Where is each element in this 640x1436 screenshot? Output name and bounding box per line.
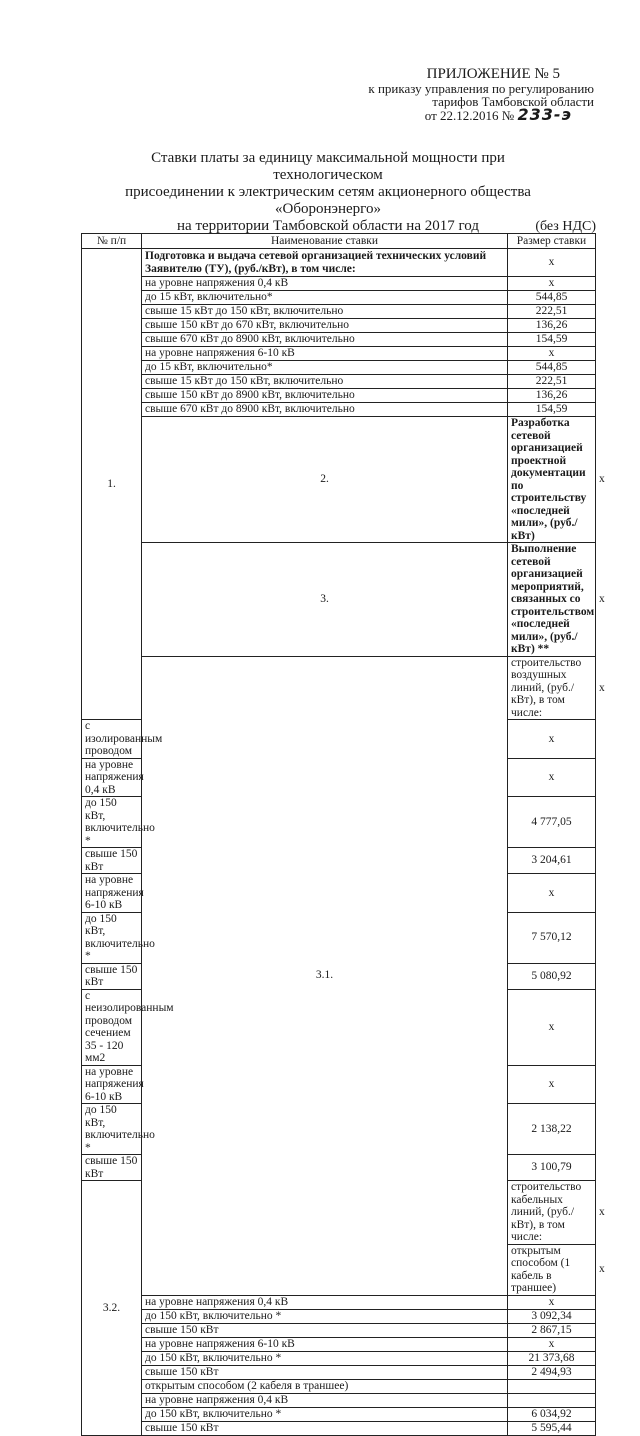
table-row: 3. Выполнение сетевой организацией мероприятий, связанных со строительством «последней мили», (руб./кВт) ** х bbox=[82, 543, 596, 657]
annex-order-line: к приказу управления по регулированию bbox=[368, 81, 594, 96]
rate-name: свыше 670 кВт до 8900 кВт, включительно bbox=[142, 403, 508, 417]
rate-value: 4 777,05 bbox=[508, 797, 596, 848]
rate-name: Выполнение сетевой организацией мероприятий, связанных со строительством «последней мили», (руб./кВт) ** bbox=[508, 543, 596, 657]
rate-value: 2 867,15 bbox=[508, 1323, 596, 1337]
rate-name: свыше 150 кВт до 8900 кВт, включительно bbox=[142, 389, 508, 403]
table-row bbox=[82, 305, 596, 319]
rate-name: до 15 кВт, включительно* bbox=[142, 291, 508, 305]
annex-number-handwritten: 233-э bbox=[517, 105, 572, 124]
header-value: Размер ставки bbox=[508, 234, 596, 249]
rate-name: открытым способом (2 кабеля в траншее) bbox=[142, 1379, 508, 1393]
rate-name: до 150 кВт, включительно * bbox=[142, 1407, 508, 1421]
header-name: Наименование ставки bbox=[142, 234, 508, 249]
document-title bbox=[100, 150, 556, 235]
rate-value: 2 138,22 bbox=[508, 1104, 596, 1155]
rate-name: до 150 кВт, включительно * bbox=[82, 797, 142, 848]
rate-value: 5 595,44 bbox=[508, 1421, 596, 1435]
rate-name: с изолированным проводом bbox=[82, 720, 142, 759]
table-row bbox=[82, 291, 596, 305]
rate-name: до 150 кВт, включительно * bbox=[142, 1309, 508, 1323]
rate-value: х bbox=[508, 1065, 596, 1104]
rate-name: свыше 150 кВт bbox=[142, 1421, 508, 1435]
rate-name: на уровне напряжения 6-10 кВ bbox=[142, 347, 508, 361]
annex-date-line bbox=[330, 105, 572, 124]
rate-value: 3 092,34 bbox=[508, 1309, 596, 1323]
rate-value: 154,59 bbox=[508, 403, 596, 417]
rate-value: х bbox=[508, 1295, 596, 1309]
table-row bbox=[82, 1407, 596, 1421]
rates-table bbox=[81, 233, 605, 1436]
table-row: 3.2. строительство кабельных линий, (руб./кВт), в том числе: х bbox=[82, 1181, 596, 1245]
rate-value: 154,59 bbox=[508, 333, 596, 347]
rate-name: открытым способом (1 кабель в траншее) bbox=[508, 1244, 596, 1295]
rate-value: х bbox=[508, 989, 596, 1065]
table-row bbox=[82, 249, 596, 277]
table-row bbox=[82, 319, 596, 333]
annex-header bbox=[330, 67, 594, 122]
rate-name: на уровне напряжения 0,4 кВ bbox=[142, 277, 508, 291]
table-row bbox=[82, 1393, 596, 1407]
table-row bbox=[82, 1323, 596, 1337]
table-row bbox=[82, 1351, 596, 1365]
rate-name: свыше 150 кВт bbox=[82, 848, 142, 874]
row-number: 3.2. bbox=[82, 1181, 142, 1436]
rate-value: х bbox=[508, 249, 596, 277]
rate-name: строительство кабельных линий, (руб./кВт), в том числе: bbox=[508, 1181, 596, 1245]
table-row bbox=[82, 375, 596, 389]
table-row bbox=[82, 389, 596, 403]
rate-name: до 15 кВт, включительно* bbox=[142, 361, 508, 375]
rate-name: Разработка сетевой организацией проектной документации по строительству «последней мили», (руб./кВт) bbox=[508, 417, 596, 543]
table-row bbox=[82, 361, 596, 375]
rate-value: х bbox=[508, 1337, 596, 1351]
row-number: 2. bbox=[142, 417, 508, 543]
rate-value: х bbox=[508, 277, 596, 291]
rate-value: 21 373,68 bbox=[508, 1351, 596, 1365]
rate-name: на уровне напряжения 6-10 кВ bbox=[82, 874, 142, 913]
rate-value: 136,26 bbox=[508, 319, 596, 333]
rate-name: свыше 150 кВт bbox=[142, 1323, 508, 1337]
table-row: 2. Разработка сетевой организацией проектной документации по строительству «последней мили», (руб./кВт) х bbox=[82, 417, 596, 543]
table-body bbox=[82, 249, 605, 1436]
row-number: 3.1. bbox=[142, 656, 508, 1295]
rate-value: х bbox=[508, 720, 596, 759]
rate-value: 2 494,93 bbox=[508, 1365, 596, 1379]
rate-name: свыше 150 кВт до 670 кВт, включительно bbox=[142, 319, 508, 333]
header-num: № п/п bbox=[82, 234, 142, 249]
rate-value: 222,51 bbox=[508, 305, 596, 319]
table-row bbox=[82, 347, 596, 361]
table-row bbox=[82, 403, 596, 417]
rate-value: х bbox=[508, 347, 596, 361]
rate-name: на уровне напряжения 6-10 кВ bbox=[142, 1337, 508, 1351]
rate-value: х bbox=[508, 758, 596, 797]
rate-value: 3 204,61 bbox=[508, 848, 596, 874]
row-number: 1. bbox=[82, 249, 142, 720]
rate-name: свыше 15 кВт до 150 кВт, включительно bbox=[142, 375, 508, 389]
rate-value: 544,85 bbox=[508, 361, 596, 375]
table-row: 3.1. строительство воздушных линий, (руб./кВт), в том числе: х bbox=[82, 656, 596, 720]
table-header-row bbox=[82, 234, 596, 249]
annex-authority-line: тарифов Тамбовской области bbox=[432, 94, 594, 109]
table-row bbox=[82, 333, 596, 347]
rate-value: х bbox=[508, 874, 596, 913]
table-row bbox=[82, 1295, 596, 1309]
annex-title: ПРИЛОЖЕНИЕ № 5 bbox=[426, 66, 560, 82]
rate-name: свыше 150 кВт bbox=[82, 1155, 142, 1181]
rate-value bbox=[508, 1393, 596, 1407]
rate-name: с неизолированным проводом сечением 35 - 120 мм2 bbox=[82, 989, 142, 1065]
rate-name: до 150 кВт, включительно * bbox=[82, 1104, 142, 1155]
rate-name: на уровне напряжения 0,4 кВ bbox=[82, 758, 142, 797]
table-row bbox=[82, 1337, 596, 1351]
rate-value bbox=[508, 1379, 596, 1393]
rate-name: строительство воздушных линий, (руб./кВт), в том числе: bbox=[508, 656, 596, 720]
vat-note: (без НДС) bbox=[535, 219, 596, 234]
table-row bbox=[82, 1379, 596, 1393]
rate-name: до 150 кВт, включительно * bbox=[82, 912, 142, 963]
rate-value: 136,26 bbox=[508, 389, 596, 403]
rate-name: свыше 150 кВт bbox=[142, 1365, 508, 1379]
table-row bbox=[82, 1309, 596, 1323]
rate-value: 222,51 bbox=[508, 375, 596, 389]
rate-name: на уровне напряжения 0,4 кВ bbox=[142, 1393, 508, 1407]
row-number: 3. bbox=[142, 543, 508, 657]
rate-name: до 150 кВт, включительно * bbox=[142, 1351, 508, 1365]
rate-value: 5 080,92 bbox=[508, 963, 596, 989]
table-row bbox=[82, 1365, 596, 1379]
title-line-1: Ставки платы за единицу максимальной мощности при технологическом bbox=[151, 150, 505, 183]
rate-value: 544,85 bbox=[508, 291, 596, 305]
rate-value: 6 034,92 bbox=[508, 1407, 596, 1421]
rate-name: свыше 15 кВт до 150 кВт, включительно bbox=[142, 305, 508, 319]
rate-name: свыше 670 кВт до 8900 кВт, включительно bbox=[142, 333, 508, 347]
rate-name: на уровне напряжения 0,4 кВ bbox=[142, 1295, 508, 1309]
rate-name: на уровне напряжения 6-10 кВ bbox=[82, 1065, 142, 1104]
rate-name: Подготовка и выдача сетевой организацией технических условий Заявителю (ТУ), (руб./кВт), в том числе: bbox=[142, 249, 508, 277]
annex-date: от 22.12.2016 № bbox=[424, 108, 515, 123]
table-row bbox=[82, 1421, 596, 1435]
rate-value: 3 100,79 bbox=[508, 1155, 596, 1181]
rate-name: свыше 150 кВт bbox=[82, 963, 142, 989]
rate-value: 7 570,12 bbox=[508, 912, 596, 963]
table-row bbox=[82, 277, 596, 291]
table-row: открытым способом (1 кабель в траншее) х bbox=[82, 1244, 596, 1295]
title-line-3: на территории Тамбовской области на 2017 год bbox=[177, 218, 479, 234]
title-line-2: присоединении к электрическим сетям акционерного общества «Оборонэнерго» bbox=[125, 184, 531, 217]
